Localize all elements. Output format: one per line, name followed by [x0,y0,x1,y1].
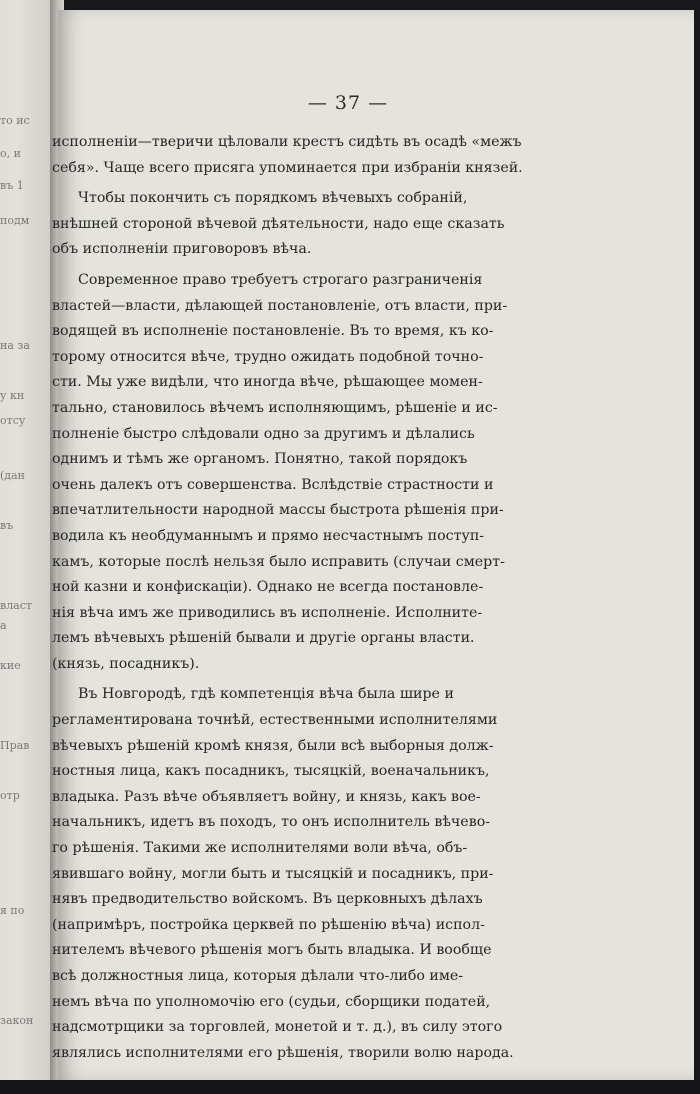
facing-page-fragment: у кн [0,389,25,402]
text-line: ной казни и конфискаціи). Однако не всегда постановле- [52,579,484,596]
facing-page-fragment: на за [0,339,30,352]
facing-page-fragment: въ 1 [0,179,24,192]
facing-page-fragment: то ис [0,114,30,127]
facing-page-fragment: въ [0,519,14,532]
text-line: водила къ необдуманнымъ и прямо несчастнымъ поступ- [52,527,485,544]
page-body-text [52,130,574,1066]
text-line: тально, становилось вѣчемъ исполняющимъ, рѣшеніе и ис- [52,399,498,416]
text-line: сти. Мы уже видѣли, что иногда вѣче, рѣшающее момен- [52,374,483,391]
text-line: внѣшней стороной вѣчевой дѣятельности, надо еще сказать [52,215,505,232]
text-line: камъ, которые послѣ нельзя было исправить (случаи смерт- [52,553,505,570]
text-line: водящей въ исполненіе постановленіе. Въ то время, къ ко- [52,323,494,340]
text-line: вѣчевыхъ рѣшеній кромѣ князя, были всѣ выборныя долж- [52,737,494,754]
facing-page-fragment: (дан [0,469,25,482]
left-page-edge [0,0,55,1094]
text-line: себя». Чаще всего присяга упоминается при избраніи князей. [52,159,523,176]
facing-page-fragment: о, и [0,147,21,160]
paragraph [52,130,574,181]
text-line: полненіе быстро слѣдовали одно за другимъ и дѣлались [52,425,475,442]
text-line: очень далекъ отъ совершенства. Вслѣдствіе страстности и [52,476,494,493]
bottom-shadow [0,1080,700,1094]
facing-page-fragment: власт [0,599,32,612]
text-line: являлись исполнителями его рѣшенія, творили волю народа. [52,1044,514,1061]
text-line: надсмотрщики за торговлей, монетой и т. д.), въ силу этого [52,1019,503,1036]
facing-page-fragment: отсу [0,414,26,427]
text-line: владыка. Разъ вѣче объявляетъ войну, и князь, какъ вое- [52,788,481,805]
facing-page-fragment: отр [0,789,20,802]
text-line: нявъ предводительство войскомъ. Въ церковныхъ дѣлахъ [52,891,483,908]
text-line: всѣ должностныя лица, которыя дѣлали что-либо име- [52,968,464,984]
text-line: Въ Новгородѣ, гдѣ компетенція вѣча была шире и [78,686,454,703]
text-line: исполненіи—тверичи цѣловали крестъ сидѣть въ осадѣ «межъ [52,134,522,150]
text-line: немъ вѣча по уполномочію его (судьи, сборщики податей, [52,993,491,1010]
text-line: регламентирована точнѣй, естественными исполнителями [52,712,498,729]
text-line: начальникъ, идетъ въ походъ, то онъ исполнитель вѣчево- [52,814,491,831]
paragraph [52,268,574,678]
text-line: объ исполненіи приговоровъ вѣча. [52,241,312,258]
paragraph [52,682,574,1066]
text-line: впечатлительности народной массы быстрота рѣшенія при- [52,502,504,519]
facing-page-fragment: Прав [0,739,30,752]
facing-page-fragment: подм [0,214,30,227]
facing-page-fragment: закон [0,1014,34,1027]
book-page [52,10,694,1080]
text-line: властей—власти, дѣлающей постановленіе, отъ власти, при- [52,297,508,314]
text-line: нія вѣча имъ же приводились въ исполненіе. Исполните- [52,604,483,621]
text-line: Чтобы покончить съ порядкомъ вѣчевыхъ собраній, [78,190,468,207]
text-line: лемъ вѣчевыхъ рѣшеній бывали и другіе органы власти. [52,630,475,647]
facing-page-fragment: кие [0,659,21,672]
text-line: явившаго войну, могли быть и тысяцкій и посадникъ, при- [52,865,494,882]
facing-page-fragment: а [0,619,7,632]
facing-page-fragment: я по [0,904,25,917]
text-line: ностныя лица, какъ посадникъ, тысяцкій, военачальникъ, [52,763,490,780]
text-line: (напримѣръ, постройка церквей по рѣшенію вѣча) испол- [52,916,485,933]
text-line: го рѣшенія. Такими же исполнителями воли вѣча, объ- [52,840,468,857]
paragraph [52,186,574,263]
text-line: торому относится вѣче, трудно ожидать подобной точно- [52,348,484,365]
text-line: однимъ и тѣмъ же органомъ. Понятно, такой порядокъ [52,451,468,468]
text-line: (князь, посадникъ). [52,655,200,672]
text-line: Современное право требуетъ строгаго разграниченія [78,271,483,288]
text-line: нителемъ вѣчевого рѣшенія могъ быть владыка. И вообще [52,942,492,959]
page-number: — 37 — [307,92,389,114]
